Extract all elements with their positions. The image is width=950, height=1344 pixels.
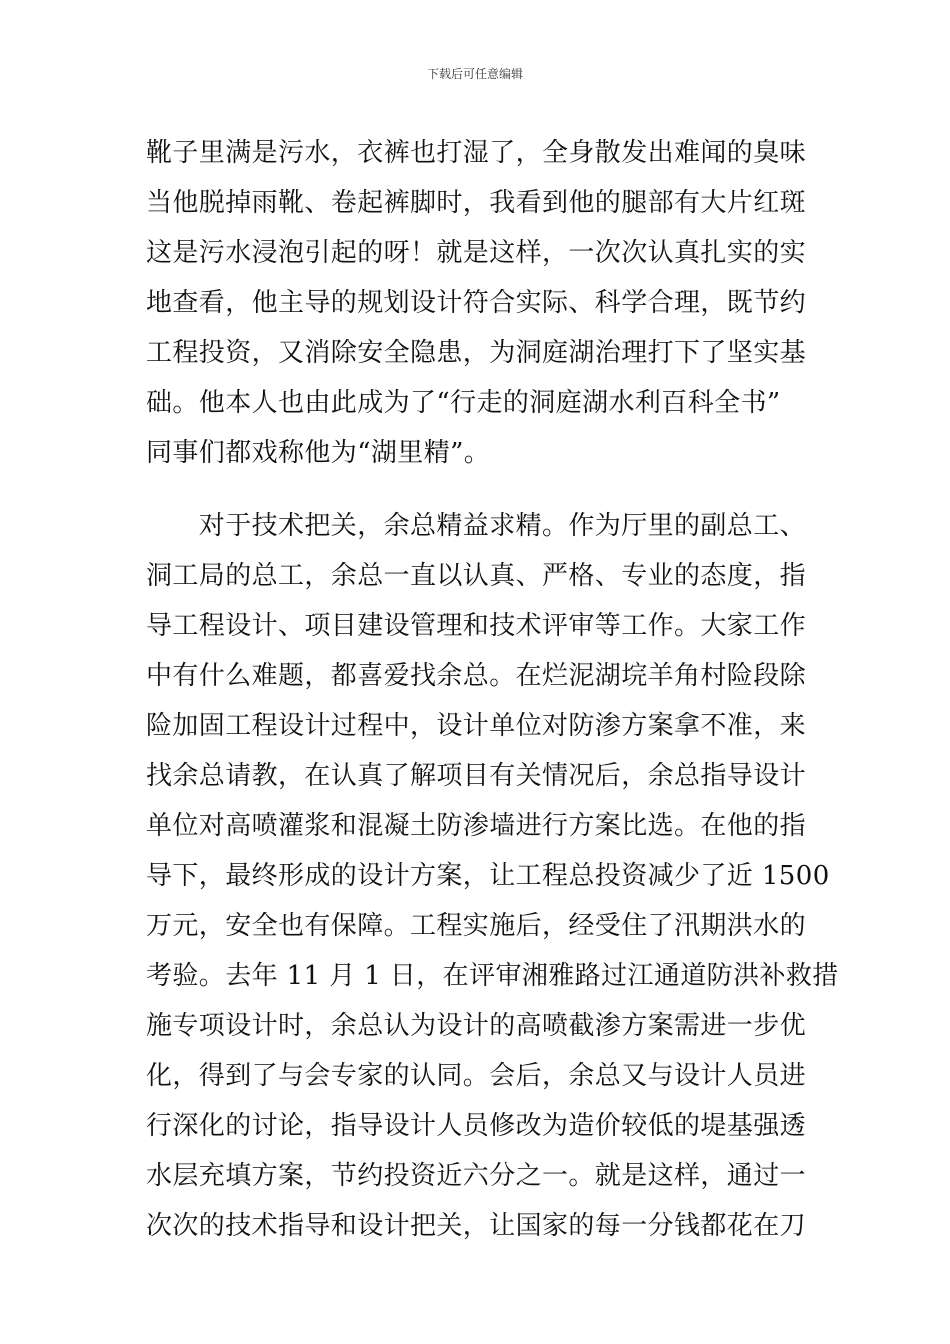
text-line: 靴子里满是污水，衣裤也打湿了，全身散发出难闻的臭味 <box>146 138 807 168</box>
text-line: 地查看，他主导的规划设计符合实际、科学合理，既节约 <box>146 288 807 318</box>
text-line: 中有什么难题，都喜爱找余总。在烂泥湖垸羊角村险段除 <box>146 661 807 691</box>
paragraph-1 <box>146 128 816 478</box>
text-line: 险加固工程设计过程中，设计单位对防渗方案拿不准，来 <box>146 711 807 741</box>
text-line <box>146 1251 816 1301</box>
text-line: 水层充填方案，节约投资近六分之一。就是这样，通过一 <box>146 1161 807 1191</box>
document-body <box>146 128 839 1301</box>
text-line: 同事们都戏称他为“湖里精”。 <box>146 438 491 468</box>
text-line: 洞工局的总工，余总一直以认真、严格、专业的态度，指 <box>146 561 807 591</box>
text-line: 次次的技术指导和设计把关，让国家的每一分钱都花在刀 <box>146 1211 807 1241</box>
text-line: 找余总请教，在认真了解项目有关情况后，余总指导设计 <box>146 761 807 791</box>
text-line: 考验。去年 11 月 1 日，在评审湘雅路过江通道防洪补救措 <box>146 961 839 991</box>
text-line: 导下，最终形成的设计方案，让工程总投资减少了近 1500 <box>146 861 830 891</box>
text-line: 础。他本人也由此成为了“行走的洞庭湖水利百科全书” <box>146 388 781 418</box>
text-line: 这是污水浸泡引起的呀！就是这样，一次次认真扎实的实 <box>146 238 807 268</box>
text-line: 万元，安全也有保障。工程实施后，经受住了汛期洪水的 <box>146 911 807 941</box>
text-line: 单位对高喷灌浆和混凝土防渗墙进行方案比选。在他的指 <box>146 811 807 841</box>
text-line: 施专项设计时，余总认为设计的高喷截渗方案需进一步优 <box>146 1011 807 1041</box>
text-line: 当他脱掉雨靴、卷起裤脚时，我看到他的腿部有大片红斑 <box>146 188 807 218</box>
text-line: 对于技术把关，余总精益求精。作为厅里的副总工、 <box>146 511 807 541</box>
text-line: 行深化的讨论，指导设计人员修改为造价较低的堤基强透 <box>146 1111 807 1141</box>
text-line: 导工程设计、项目建设管理和技术评审等工作。大家工作 <box>146 611 807 641</box>
page-header: 下载后可任意编辑 <box>426 67 523 81</box>
paragraph-gap <box>146 478 816 501</box>
paragraph-2 <box>146 501 839 1301</box>
text-line: 化，得到了与会专家的认同。会后，余总又与设计人员进 <box>146 1061 807 1091</box>
text-line: 工程投资，又消除安全隐患，为洞庭湖治理打下了坚实基 <box>146 338 807 368</box>
